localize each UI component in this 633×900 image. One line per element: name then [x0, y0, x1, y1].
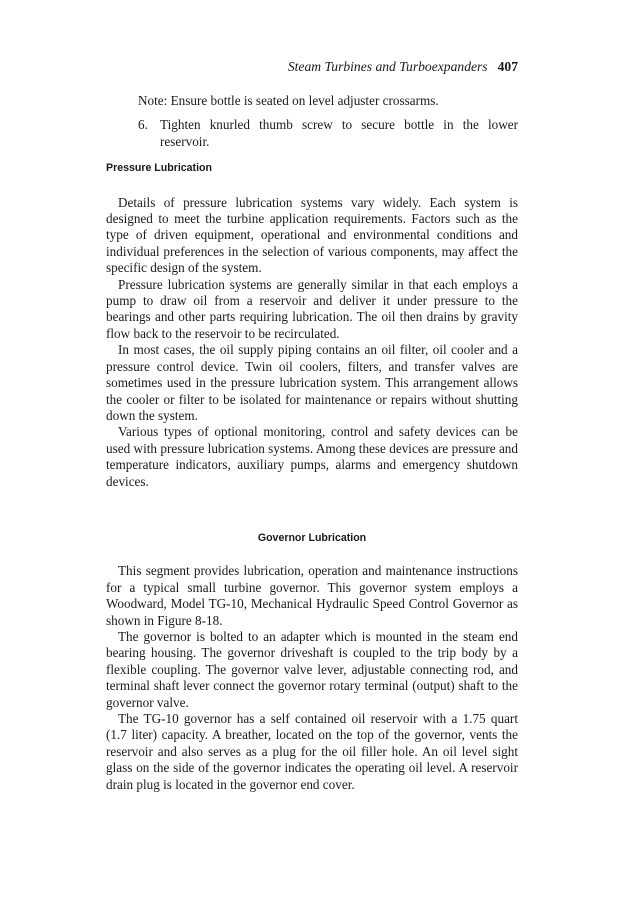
page-number: 407 [497, 59, 518, 74]
running-head [106, 58, 518, 76]
paragraph: This segment provides lubrication, operation and maintenance instructions for a typical small turbine governor. This governor system employs a Woodward, Model TG-10, Mechanical Hydraulic Speed Control Governor as shown in Figure 8-18. [106, 563, 518, 628]
section-heading-pressure-lubrication: Pressure Lubrication [106, 162, 212, 175]
section-heading-governor-lubrication: Governor Lubrication [257, 531, 367, 544]
paragraph: Various types of optional monitoring, control and safety devices can be used with pressure lubrication systems. Among these devices are pressure and temperature indicators, auxiliary pumps, alarms and emergency shutdown devices. [106, 424, 518, 489]
step-number: 6. [138, 117, 148, 133]
note-text: Note: Ensure bottle is seated on level adjuster crossarms. [138, 93, 439, 108]
running-head-title: Steam Turbines and Turboexpanders [287, 59, 488, 74]
paragraph: The governor is bolted to an adapter which is mounted in the steam end bearing housing. The governor driveshaft is coupled to the trip body by a flexible coupling. The governor valve lever, adjustable connecting rod, and terminal shaft lever connect the governor rotary terminal (output) shaft to the governor valve. [106, 628, 518, 710]
step-item [138, 117, 518, 150]
step-text: Tighten knurled thumb screw to secure bottle in the lower reservoir. [160, 117, 518, 149]
paragraph: In most cases, the oil supply piping contains an oil filter, oil cooler and a pressure control device. Twin oil coolers, filters, and transfer valves are sometimes used in the pressure lubrication system. This arrangement allows the cooler or filter to be isolated for maintenance or repairs without shutting down the system. [106, 342, 518, 423]
page-body [106, 93, 518, 793]
paragraph: Pressure lubrication systems are generally similar in that each employs a pump to draw oil from a reservoir and deliver it under pressure to the bearings and other parts requiring lubrication. The oil then drains by gravity flow back to the reservoir to be recirculated. [106, 276, 518, 341]
paragraph: Details of pressure lubrication systems vary widely. Each system is designed to meet the turbine application requirements. Factors such as the type of driven equipment, operational and environmental conditions and individual preferences in the selection of various components, may affect the specific design of the system. [106, 194, 518, 276]
paragraph: The TG-10 governor has a self contained oil reservoir with a 1.75 quart (1.7 liter) capacity. A breather, located on the top of the governor, vents the reservoir and also serves as a plug for the oil filler hole. An oil level sight glass on the side of the governor indicates the operating oil level. A reservoir drain plug is located in the governor end cover. [106, 711, 518, 792]
